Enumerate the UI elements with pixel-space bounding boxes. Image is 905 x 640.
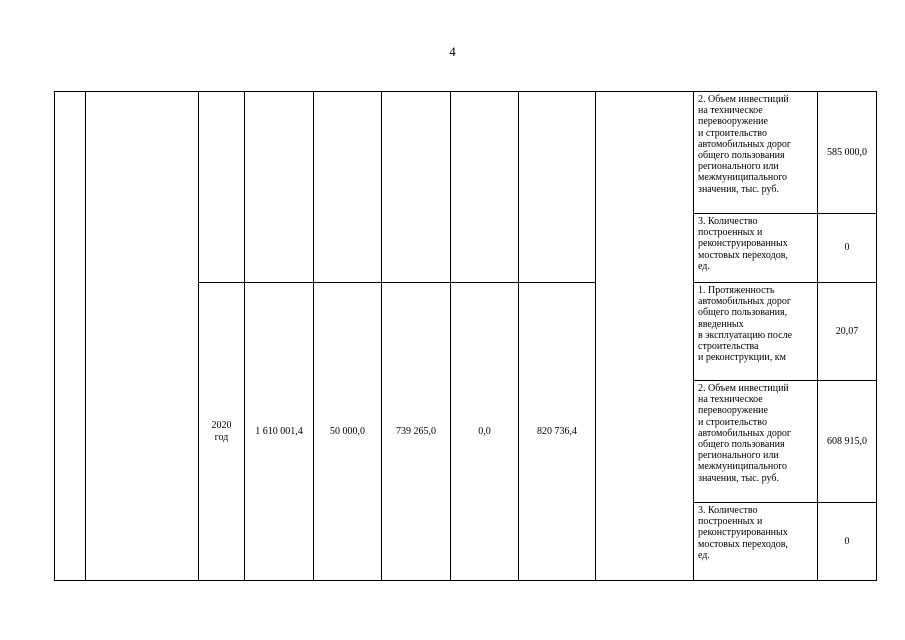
indicator-value-cell: 608 915,0 (818, 381, 877, 503)
year-line: год (214, 431, 229, 443)
indicator-name-line: общего пользования (698, 150, 785, 162)
table-row (55, 92, 877, 214)
source-c-cell (451, 92, 519, 283)
indicator-name-line: общего пользования (698, 439, 785, 451)
indicator-name-line: построенных и (698, 227, 763, 239)
year-cell (199, 283, 245, 581)
indicator-name-line: реконструированных (698, 238, 788, 250)
indicator-name-line: перевооружение (698, 405, 768, 417)
indicator-name-line: значения, тыс. руб. (698, 183, 779, 195)
year-line: 2020 (211, 420, 232, 432)
indicator-name-line: значения, тыс. руб. (698, 472, 779, 484)
indicator-name-line: в эксплуатацию после (698, 329, 793, 341)
total-cell (245, 92, 314, 283)
number-cell (55, 92, 86, 581)
indicator-name-line: 1. Протяженность (698, 285, 775, 296)
source-d-cell: 820 736,4 (519, 283, 596, 581)
indicator-name-line: ед. (698, 260, 710, 272)
indicator-name-line: перевооружение (698, 116, 768, 128)
indicator-name-line: построенных и (698, 516, 763, 528)
indicator-name-line: реконструированных (698, 527, 788, 539)
indicator-name-line: автомобильных дорог (698, 296, 792, 308)
total-cell: 1 610 001,4 (245, 283, 314, 581)
indicator-name-line: межмуниципального (698, 172, 788, 184)
indicator-value-cell: 0 (818, 214, 877, 283)
indicator-name-line: межмуниципального (698, 461, 788, 473)
indicator-value-cell: 0 (818, 503, 877, 581)
indicator-name-line: регионального или (698, 450, 779, 462)
indicator-name-cell (694, 283, 818, 381)
indicator-name-line: введенных (698, 318, 744, 330)
indicator-name-cell (694, 381, 818, 503)
indicator-name-line: на техническое (698, 394, 763, 406)
indicator-name-cell (694, 503, 818, 581)
source-d-cell (519, 92, 596, 283)
source-a-cell: 50 000,0 (314, 283, 382, 581)
source-a-cell (314, 92, 382, 283)
indicator-name-line: общего пользования, (698, 307, 788, 319)
indicator-name-line: строительства (698, 341, 759, 353)
indicator-name-line: 2. Объем инвестиций (698, 94, 789, 105)
indicator-name-line: автомобильных дорог (698, 138, 792, 150)
indicator-name-line: автомобильных дорог (698, 427, 792, 439)
year-cell (199, 92, 245, 283)
page-number: 4 (449, 44, 456, 59)
indicator-name-line: регионального или (698, 161, 779, 173)
indicator-name-line: мостовых переходов, (698, 249, 788, 261)
program-table (54, 91, 877, 581)
indicator-name-line: ед. (698, 549, 710, 561)
indicator-value-cell: 20,07 (818, 283, 877, 381)
indicator-name-line: на техническое (698, 105, 763, 117)
indicator-name-line: мостовых переходов, (698, 538, 788, 550)
indicator-value-cell: 585 000,0 (818, 92, 877, 214)
indicator-name-line: 3. Количество (698, 505, 758, 516)
indicator-name-line: 2. Объем инвестиций (698, 383, 789, 394)
event-name-cell (86, 92, 199, 581)
source-b-cell (382, 92, 451, 283)
indicator-name-cell (694, 214, 818, 283)
indicator-name-line: 3. Количество (698, 216, 758, 227)
indicator-name-line: и строительство (698, 127, 767, 139)
executor-cell (596, 92, 694, 581)
indicator-name-cell (694, 92, 818, 214)
indicator-name-line: и реконструкции, км (698, 352, 786, 364)
indicator-name-line: и строительство (698, 416, 767, 428)
source-b-cell: 739 265,0 (382, 283, 451, 581)
source-c-cell: 0,0 (451, 283, 519, 581)
